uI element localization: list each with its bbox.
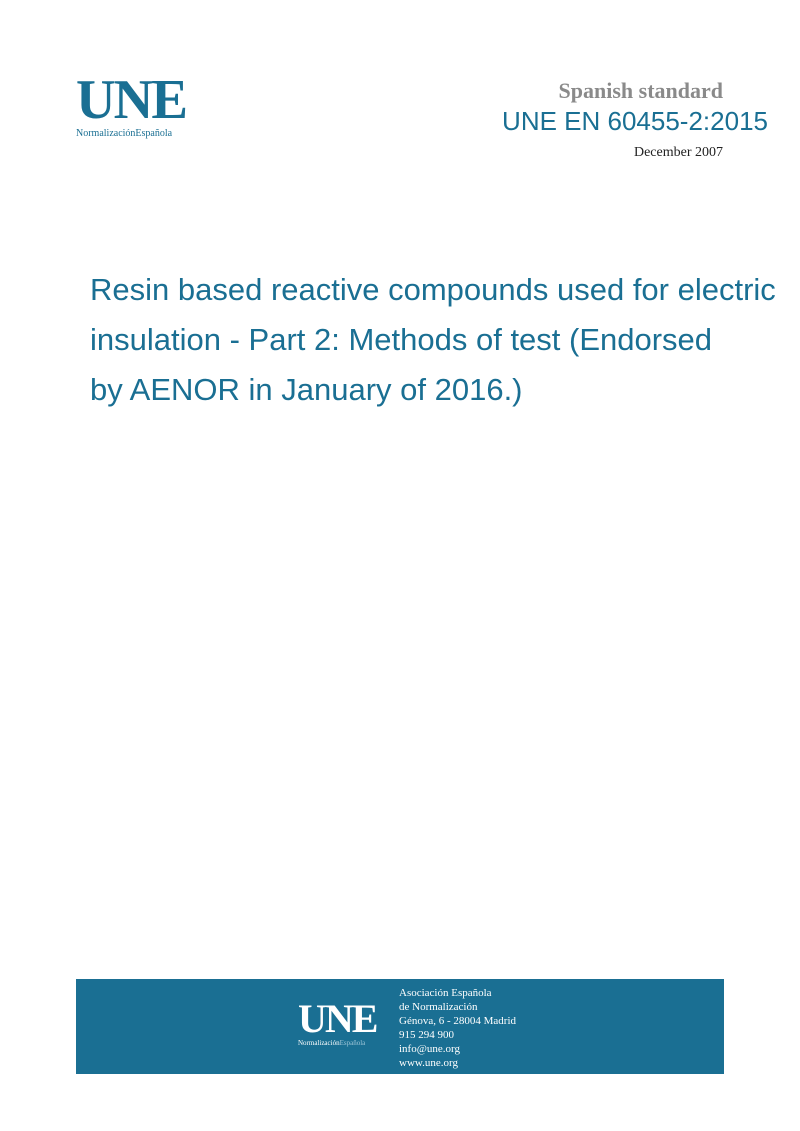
logo-tag-right: Española (135, 128, 173, 139)
footer-logo-tagline (298, 1039, 376, 1047)
footer-logo-mark: UNE (298, 996, 377, 1041)
document-title: Resin based reactive compounds used for electric insulation - Part 2: Methods of test (Endorsed by AENOR in January of 2016.) (90, 272, 776, 407)
footer-contact (399, 986, 516, 1070)
contact-address: Génova, 6 - 28004 Madrid (399, 1015, 517, 1027)
contact-org-line1: Asociación Española (399, 987, 492, 999)
document-header (502, 78, 768, 161)
logo-mark: UNE (76, 69, 186, 131)
contact-email[interactable]: info@une.org (399, 1043, 460, 1055)
contact-website[interactable]: www.une.org (399, 1057, 458, 1069)
une-logo (76, 69, 196, 139)
logo-tag-left: Normalización (76, 128, 136, 139)
document-date: December 2007 (633, 145, 723, 160)
footer-logo (298, 996, 377, 1047)
contact-phone[interactable]: 915 294 900 (399, 1029, 454, 1041)
footer-logo-tag-left: Normalización (298, 1039, 340, 1047)
document-type: Spanish standard (558, 78, 723, 103)
footer-banner (76, 979, 724, 1074)
footer-logo-tag-right: Española (339, 1039, 366, 1047)
document-number: UNE EN 60455-2:2015 (502, 106, 768, 136)
contact-org-line2: de Normalización (399, 1001, 478, 1013)
